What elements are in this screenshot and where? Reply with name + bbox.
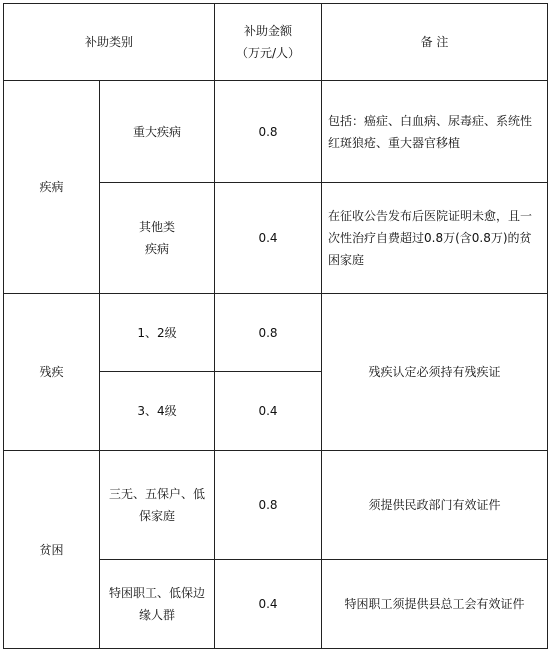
subcategory-cell: 1、2级 (100, 294, 215, 372)
amount-cell: 0.8 (215, 451, 322, 560)
amount-cell: 0.8 (215, 81, 322, 183)
remark-cell: 残疾认定必须持有残疾证 (322, 294, 548, 451)
remark-cell: 特困职工须提供县总工会有效证件 (322, 560, 548, 649)
subcategory-cell: 3、4级 (100, 372, 215, 451)
group-name-disability: 残疾 (4, 294, 100, 451)
amount-cell: 0.4 (215, 560, 322, 649)
subsidy-table (3, 3, 548, 649)
table-row (4, 294, 548, 372)
remark-cell: 须提供民政部门有效证件 (322, 451, 548, 560)
header-row (4, 4, 548, 81)
header-category: 补助类别 (4, 4, 215, 81)
amount-cell: 0.4 (215, 183, 322, 294)
group-name-illness: 疾病 (4, 81, 100, 294)
header-amount: 补助金额 （万元/人） (215, 4, 322, 81)
amount-cell: 0.4 (215, 372, 322, 451)
subcategory-cell: 特困职工、低保边缘人群 (100, 560, 215, 649)
group-name-poverty: 贫困 (4, 451, 100, 649)
amount-cell: 0.8 (215, 294, 322, 372)
subcategory-cell: 其他类 疾病 (100, 183, 215, 294)
remark-cell: 包括：癌症、白血病、尿毒症、系统性红斑狼疮、重大器官移植 (322, 81, 548, 183)
header-remarks: 备 注 (322, 4, 548, 81)
table-row (4, 451, 548, 560)
table-row (4, 81, 548, 183)
remark-cell: 在征收公告发布后医院证明未愈，且一次性治疗自费超过0.8万(含0.8万)的贫困家庭 (322, 183, 548, 294)
subcategory-cell: 重大疾病 (100, 81, 215, 183)
subcategory-cell: 三无、五保户、低保家庭 (100, 451, 215, 560)
